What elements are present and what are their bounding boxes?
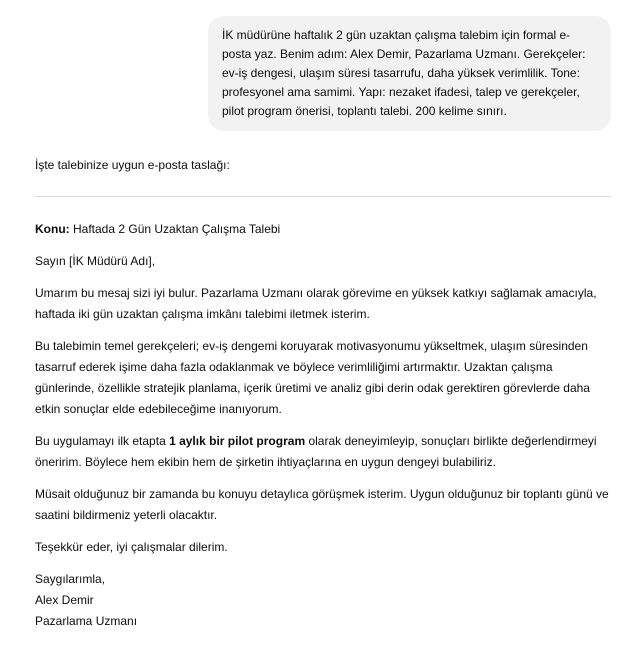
paragraph-3-text-end: olarak deneyimleyip, sonuçları birlikte değerlendirmeyi öneririm. Böylece hem ekibin hem de şirketin ihtiyaçlarına en uygun dengeyi bulabiliriz. [35, 434, 597, 469]
subject-text: Haftada 2 Gün Uzaktan Çalışma Talebi [69, 222, 281, 236]
email-paragraph-2: Bu talebimin temel gerekçeleri; ev-iş dengemi koruyarak motivasyonumu yükseltmek, ulaşım süresinden tasarruf ederek işime daha fazla odaklanmak ve böylece verimliliğimi artırmaktır. Uzaktan çalışma günlerinde, özellikle stratejik planlama, içerik üretimi ve analiz gibi derin odak gerektiren görevlerde daha etkin sonuçlar elde edebileceğime inanıyorum. [35, 339, 590, 416]
email-subject [35, 219, 611, 240]
pilot-program-highlight: 1 aylık bir pilot program [169, 434, 306, 448]
email-greeting: Sayın [İK Müdürü Adı], [35, 254, 156, 268]
paragraph-3-text-start: Bu uygulamayı ilk etapta [35, 434, 170, 448]
email-paragraph-4: Müsait olduğunuz bir zamanda bu konuyu detaylıca görüşmek isterim. Uygun olduğunuz bir toplantı günü ve saatini bildirmeniz yeterli olacaktır. [35, 487, 609, 522]
divider [35, 196, 611, 197]
email-paragraph-1: Umarım bu mesaj sizi iyi bulur. Pazarlama Uzmanı olarak görevime en yüksek katkıyı sağlamak amacıyla, haftada iki gün uzaktan çalışma imkânı talebimi iletmek isterim. [35, 286, 597, 321]
signature-name: Alex Demir [35, 593, 94, 607]
subject-label: Konu: [35, 222, 70, 236]
signature-title: Pazarlama Uzmanı [35, 614, 138, 628]
email-paragraph-3 [35, 431, 611, 473]
signature-signoff: Saygılarımla, [35, 572, 106, 586]
email-signature [35, 569, 611, 632]
email-closing: Teşekkür eder, iyi çalışmalar dilerim. [35, 540, 228, 554]
assistant-intro: İşte talebinize uygun e-posta taslağı: [35, 158, 230, 172]
assistant-message [35, 155, 611, 632]
user-message-bubble: İK müdürüne haftalık 2 gün uzaktan çalışma talebim için formal e-posta yaz. Benim adım: Alex Demir, Pazarlama Uzmanı. Gerekçeler: ev-iş dengesi, ulaşım süresi tasarrufu, daha yüksek verimlilik. Tone: profesyonel ama samimi. Yapı: nezaket ifadesi, talep ve gerekçeler, pilot program önerisi, toplantı talebi. 200 kelime sınırı. [208, 16, 611, 131]
